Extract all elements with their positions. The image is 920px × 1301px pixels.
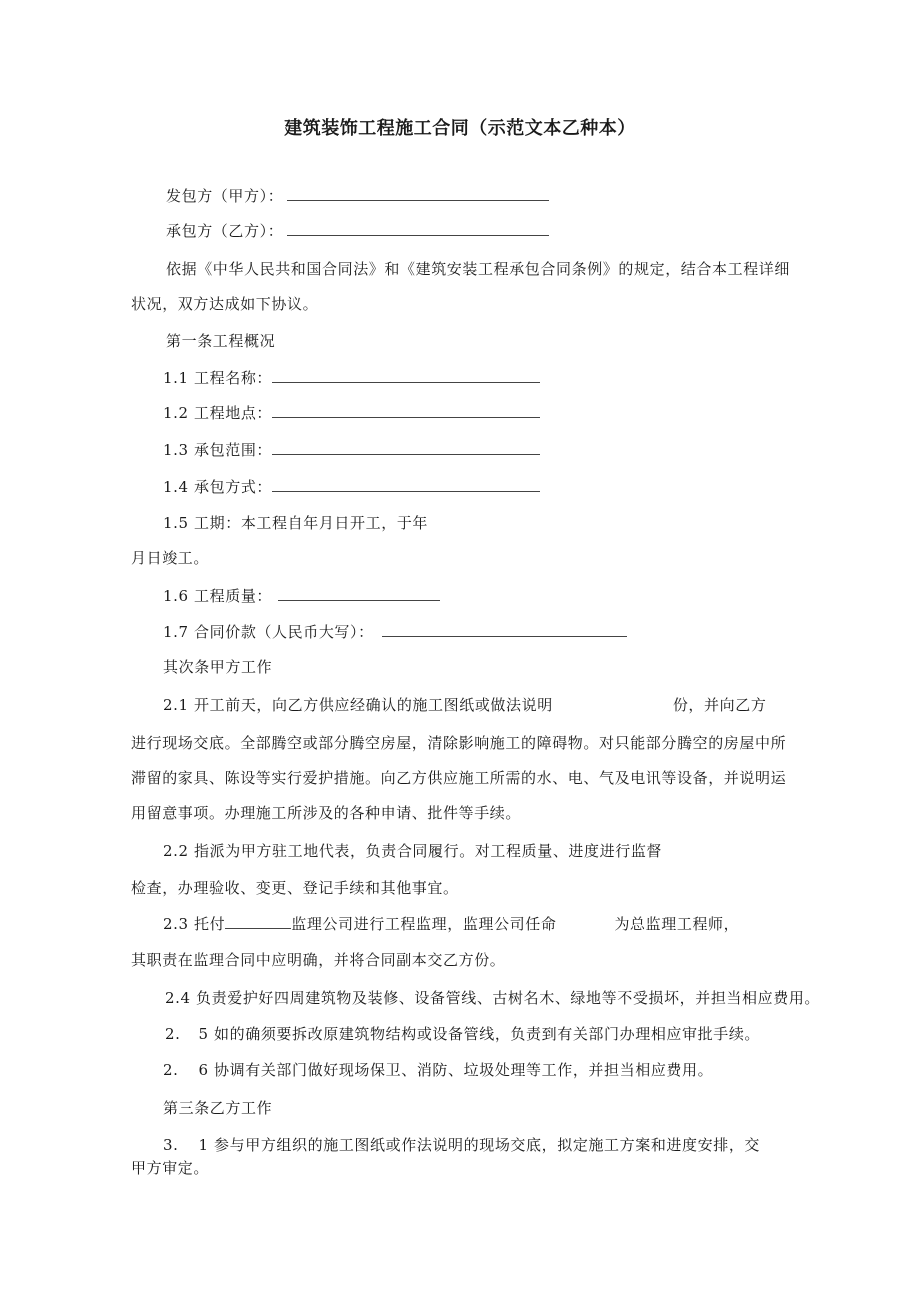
clause-2-1-line-4: 用留意事项。办理施工所涉及的各种申请、批件等手续。: [131, 804, 522, 822]
clause-2-1-line-2: 进行现场交底。全部腾空或部分腾空房屋，清除影响施工的障碍物。对只能部分腾空的房屋中所: [131, 734, 787, 752]
clause-3-1-number: 3.: [163, 1136, 179, 1154]
clause-1-4-label: 1.4 承包方式：: [163, 478, 273, 496]
clause-2-3-row: [163, 913, 739, 934]
clause-2-5-row: [165, 1023, 760, 1044]
clause-1-4-row: [163, 476, 540, 497]
clause-1-1-label: 1.1 工程名称：: [163, 369, 273, 387]
article-2-heading: 其次条甲方工作: [163, 658, 273, 676]
clause-1-7-label: 1.7 合同价款（人民币大写）：: [163, 623, 374, 641]
clause-1-1-row: [163, 367, 540, 388]
clause-2-3-line-2: 其职责在监理合同中应明确，并将合同副本交乙方份。: [131, 951, 506, 969]
clause-2-1-row: [163, 694, 766, 715]
preamble-line-1: 依据《中华人民共和国合同法》和《建筑安装工程承包合同条例》的规定，结合本工程详细: [166, 260, 791, 278]
clause-1-5-line-2: 月日竣工。: [131, 549, 210, 567]
clause-2-6-text: 6 协调有关部门做好现场保卫、消防、垃圾处理等工作，并担当相应费用。: [198, 1061, 714, 1079]
clause-2-1-text-a: 2.1 开工前天，向乙方供应经确认的施工图纸或做法说明: [163, 696, 553, 714]
clause-1-5-line-1: 1.5 工期：本工程自年月日开工，于年: [163, 514, 429, 532]
clause-2-6-row: [163, 1059, 713, 1080]
clause-1-2-label: 1.2 工程地点：: [163, 404, 273, 422]
clause-3-1-line-2: 甲方审定。: [131, 1159, 210, 1177]
method-blank[interactable]: [272, 479, 540, 492]
party-b-row: [166, 220, 549, 241]
clause-2-6-number: 2.: [163, 1061, 179, 1079]
project-location-blank[interactable]: [272, 405, 540, 418]
clause-2-3-text-a: 2.3 托付: [163, 915, 226, 933]
clause-2-2-line-1: 2.2 指派为甲方驻工地代表，负责合同履行。对工程质量、进度进行监督: [163, 842, 663, 860]
clause-2-4: 2.4 负责爱护好四周建筑物及装修、设备管线、古树名木、绿地等不受损坏，并担当相应费用。: [165, 989, 821, 1007]
quality-blank[interactable]: [278, 588, 440, 601]
article-3-heading: 第三条乙方工作: [163, 1099, 273, 1117]
clause-2-5-number: 2.: [165, 1025, 181, 1043]
party-b-label: 承包方（乙方）：: [166, 222, 284, 240]
project-name-blank[interactable]: [272, 370, 540, 383]
party-a-label: 发包方（甲方）：: [166, 187, 284, 205]
clause-2-3-text-b: 监理公司进行工程监理，监理公司任命: [291, 915, 557, 933]
clause-2-5-text: 5 如的确须要拆改原建筑物结构或设备管线，负责到有关部门办理相应审批手续。: [198, 1025, 761, 1043]
article-1-heading: 第一条工程概况: [166, 332, 276, 350]
clause-2-1-text-b: 份，并向乙方: [672, 696, 767, 714]
price-blank[interactable]: [382, 624, 627, 637]
clause-3-1-row: [163, 1134, 760, 1155]
party-a-row: [166, 185, 549, 206]
clause-1-6-label: 1.6 工程质量：: [163, 587, 273, 605]
party-b-blank[interactable]: [287, 223, 549, 236]
scope-blank[interactable]: [272, 442, 540, 455]
clause-2-3-text-c: 为总监理工程师，: [614, 915, 740, 933]
clause-2-1-line-3: 滞留的家具、陈设等实行爱护措施。向乙方供应施工所需的水、电、气及电讯等设备，并说明运: [131, 769, 787, 787]
clause-1-2-row: [163, 402, 540, 423]
clause-1-3-label: 1.3 承包范围：: [163, 441, 273, 459]
clause-1-3-row: [163, 439, 540, 460]
party-a-blank[interactable]: [287, 188, 549, 201]
clause-2-2-line-2: 检查，办理验收、变更、登记手续和其他事宜。: [131, 879, 459, 897]
clause-1-6-row: [163, 585, 440, 606]
supervisor-company-blank[interactable]: [225, 916, 291, 929]
contract-title: 建筑装饰工程施工合同（示范文本乙种本）: [284, 118, 636, 139]
clause-3-1-text: 1 参与甲方组织的施工图纸或作法说明的现场交底，拟定施工方案和进度安排，交: [198, 1136, 761, 1154]
preamble-line-2: 状况，双方达成如下协议。: [131, 295, 319, 313]
clause-1-7-row: [163, 621, 627, 642]
